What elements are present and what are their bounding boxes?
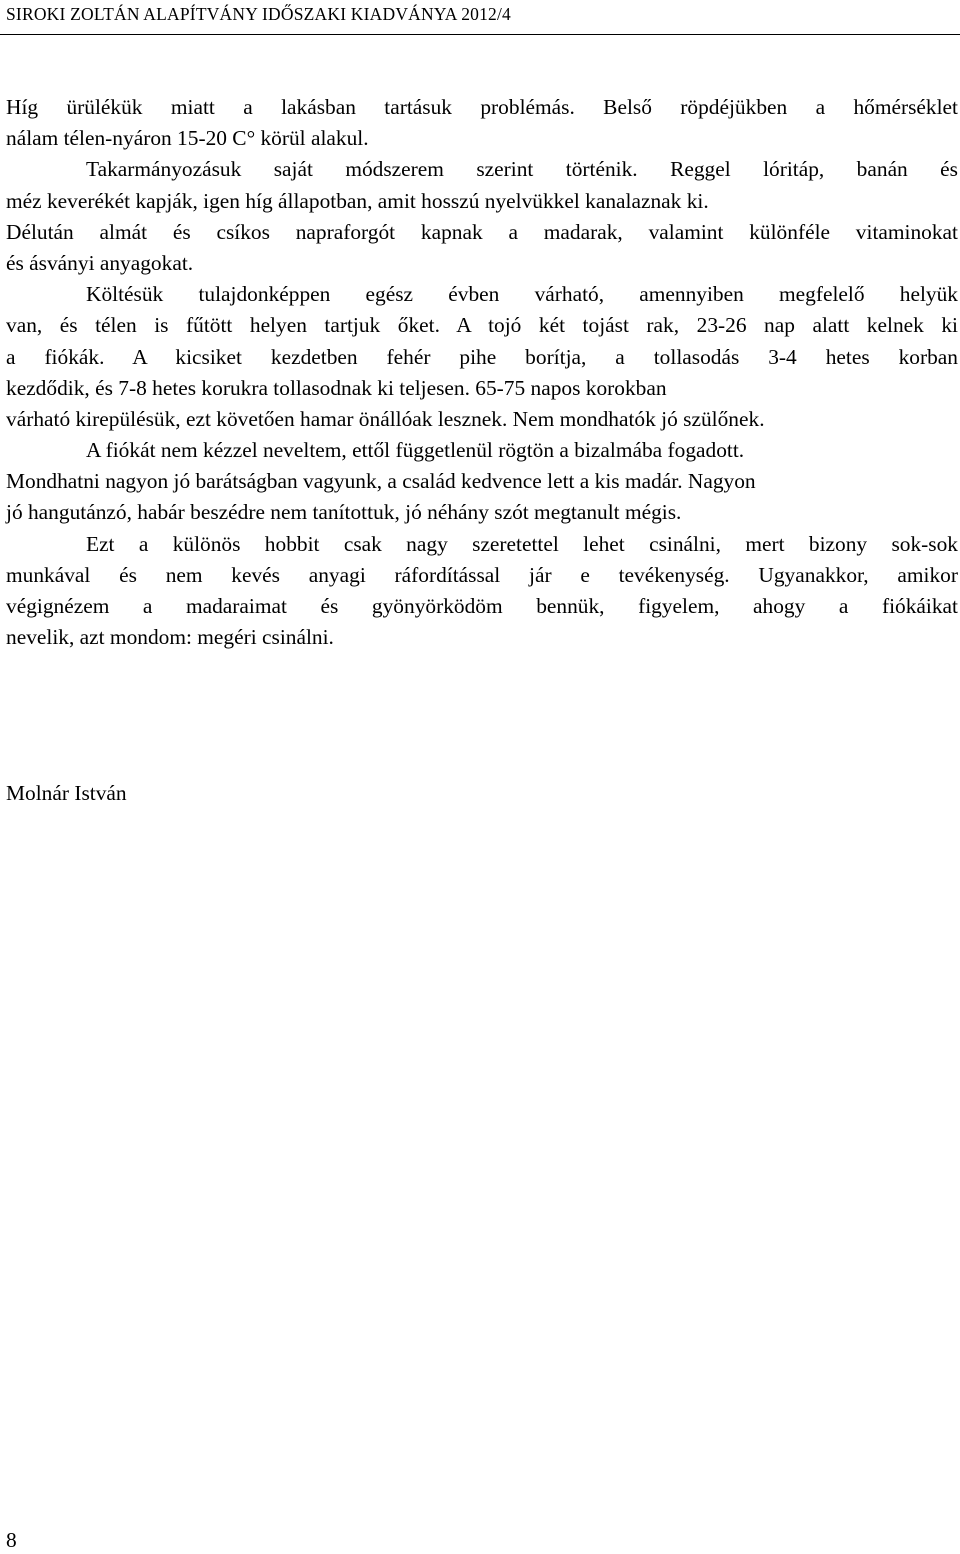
header-divider (0, 34, 960, 35)
text-line: a fiókák. A kicsiket kezdetben fehér pihe borítja, a tollasodás 3-4 hetes korban (6, 344, 958, 369)
text-line: Híg ürülékük miatt a lakásban tartásuk problémás. Belső röpdéjükben a hőmérséklet (6, 95, 958, 119)
text-line: végignézem a madaraimat és gyönyörködöm bennük, figyelem, ahogy a fiókáikat (6, 594, 958, 618)
text-line: Ezt a különös hobbit csak nagy szeretettel lehet csinálni, mert bizony sok-sok (86, 531, 958, 556)
text-line: munkával és nem kevés anyagi ráfordítással jár e tevékenység. Ugyanakkor, amikor (6, 562, 958, 587)
text-line: Délután almát és csíkos napraforgót kapnak a madarak, valamint különféle vitaminokat (6, 219, 958, 244)
article-body (6, 92, 958, 653)
text-line: nevelik, azt mondom: megéri csinálni. (6, 625, 334, 650)
running-header: SIROKI ZOLTÁN ALAPÍTVÁNY IDŐSZAKI KIADVÁNYA 2012/4 (6, 4, 512, 24)
text-line: Mondhatni nagyon jó barátságban vagyunk, a család kedvence lett a kis madár. Nagyon (6, 469, 756, 494)
text-line: várható kirepülésük, ezt követően hamar önállóak lesznek. Nem mondhatók jó szülőnek. (6, 406, 765, 431)
text-line: kezdődik, és 7-8 hetes korukra tollasodnak ki teljesen. 65-75 napos korokban (6, 375, 667, 400)
text-line: van, és télen is fűtött helyen tartjuk őket. A tojó két tojást rak, 23-26 nap alatt kelnek ki (6, 313, 958, 338)
text-line: méz keverékét kapják, igen híg állapotban, amit hosszú nyelvükkel kanalaznak ki. (6, 188, 709, 213)
text-line: A fiókát nem kézzel neveltem, ettől függetlenül rögtön a bizalmába fogadott. (86, 438, 745, 463)
text-line: és ásványi anyagokat. (6, 250, 194, 275)
text-line: jó hangutánzó, habár beszédre nem tanítottuk, jó néhány szót megtanult mégis. (6, 500, 682, 525)
page-number: 8 (6, 1528, 17, 1552)
text-line: nálam télen-nyáron 15-20 C° körül alakul. (6, 126, 369, 151)
text-line: Takarmányozásuk saját módszerem szerint történik. Reggel lóritáp, banán és (86, 157, 958, 182)
text-line: Költésük tulajdonképpen egész évben várható, amennyiben megfelelő helyük (86, 282, 958, 307)
author-signature: Molnár István (6, 781, 127, 805)
